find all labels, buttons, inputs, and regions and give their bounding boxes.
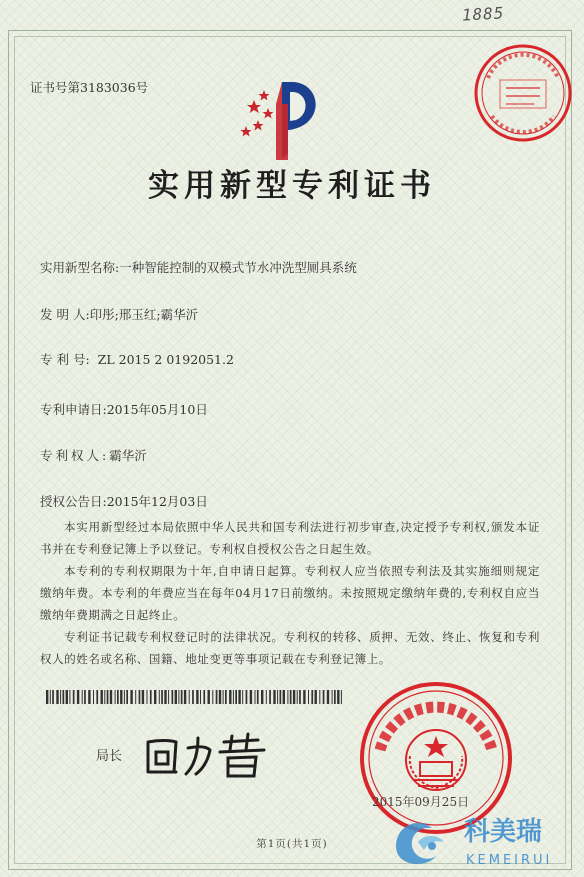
field-grant-date [40,492,208,510]
field-label: 专利权人: [40,448,110,463]
field-label: 授权公告日: [40,494,107,509]
patent-office-logo-icon [236,74,332,164]
field-filing-date [40,400,208,418]
certificate-number: 证书号第3183036号 [30,80,149,95]
field-value: 2015年12月03日 [106,494,208,509]
field-value: 一种智能控制的双模式节水冲洗型厕具系统 [119,260,357,275]
field-inventors [40,305,198,323]
handwritten-note: 1885 [461,3,505,25]
field-patent-number [40,350,234,368]
barcode-icon [46,690,346,704]
field-label: 实用新型名称: [40,260,120,275]
field-value: 2015年05月10日 [106,402,208,417]
watermark-en: KEMEIRUI [466,853,553,868]
agency-seal-stamp-icon [470,40,576,146]
field-label: 专利申请日: [40,402,107,417]
field-label: 发 明 人: [40,307,90,322]
field-value: 印彤;邢玉红;霸华沂 [89,307,199,322]
page-number: 第1页(共1页) [256,838,328,850]
field-label: 专 利 号: [40,352,90,367]
director-label: 局长 [96,749,123,764]
director-signature-icon [140,728,270,783]
paragraph-legal-status: 专利证书记载专利权登记时的法律状况。专利权的转移、质押、无效、终止、恢复和专利权人的姓名或名称、国籍、地址变更等事项记载在专利登记簿上。 [40,630,540,666]
paragraph-term-fees: 本专利的专利权期限为十年,自申请日起算。专利权人应当依照专利法及其实施细则规定缴纳年费。本专利的年费应当在每年04月17日前缴纳。未按照规定缴纳年费的,专利权自应当缴纳年费期满之日起终止。 [40,564,540,622]
field-value: ZL 2015 2 0192051.2 [97,352,234,367]
field-value: 霸华沂 [109,448,147,463]
paragraph-grant-statement: 本实用新型经过本局依照中华人民共和国专利法进行初步审查,决定授予专利权,颁发本证书并在专利登记簿上予以登记。专利权自授权公告之日起生效。 [40,520,540,556]
certificate-title: 实用新型专利证书 [148,168,436,204]
field-utility-model-name [40,258,357,276]
watermark-cn: 科美瑞 [464,817,543,847]
seal-date: 2015年09月25日 [372,795,470,809]
kemeirui-watermark-logo-icon [388,806,580,872]
field-patentee [40,446,147,464]
